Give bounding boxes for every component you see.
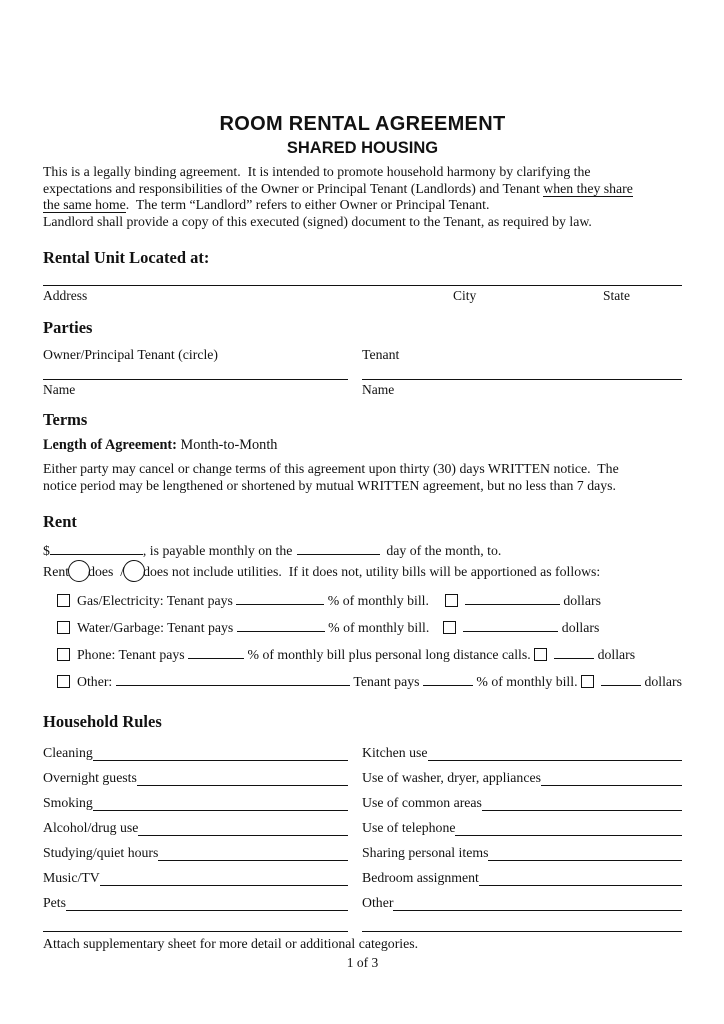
- other-utility-row: [57, 673, 682, 690]
- parties-name-lines: [43, 363, 682, 398]
- phone-label: Phone: Tenant pays: [77, 647, 189, 662]
- length-of-agreement-line: [43, 436, 682, 455]
- phone-percent-write-line[interactable]: [188, 646, 244, 659]
- water-dollars-write-line[interactable]: [463, 619, 558, 632]
- sharing-personal-items-write-line[interactable]: [488, 845, 682, 861]
- common-areas-write-line[interactable]: [482, 795, 682, 811]
- rule-row: [43, 861, 682, 886]
- intro-paragraph: [43, 164, 682, 230]
- smoking-write-line[interactable]: [93, 795, 348, 811]
- household-rules-grid: [43, 736, 682, 911]
- bedroom-assignment-write-line[interactable]: [479, 870, 682, 886]
- rule-row: [43, 886, 682, 911]
- phone-row: [57, 646, 682, 663]
- other-rule-label: Other: [362, 895, 394, 910]
- state-label: State: [603, 288, 630, 303]
- water-dollars-label: dollars: [558, 620, 600, 635]
- water-garbage-label: Water/Garbage: Tenant pays: [77, 620, 237, 635]
- other-percent-write-line[interactable]: [423, 673, 473, 686]
- page-number: 1 of 3: [346, 955, 379, 970]
- length-of-agreement-label: Length of Agreement:: [43, 437, 177, 453]
- gas-electricity-label: Gas/Electricity: Tenant pays: [77, 593, 237, 608]
- terms-line-1: Either party may cancel or change terms of this agreement upon thirty (30) days WRITTEN notice. The: [43, 461, 619, 476]
- rule-row: [43, 836, 682, 861]
- phone-dollars-write-line[interactable]: [554, 646, 594, 659]
- phone-checkbox[interactable]: [57, 648, 70, 661]
- tenant-name-write-line[interactable]: [362, 379, 682, 380]
- extra-blank-row: [43, 931, 682, 932]
- common-areas-label: Use of common areas: [362, 795, 482, 810]
- intro-underlined-phrase-1: when they share: [543, 180, 633, 196]
- rental-unit-heading: Rental Unit Located at:: [43, 248, 210, 267]
- pets-write-line[interactable]: [66, 895, 348, 911]
- other-dollars-checkbox[interactable]: [581, 675, 594, 688]
- does-option-label: does /: [88, 564, 125, 579]
- kitchen-use-write-line[interactable]: [428, 745, 682, 761]
- kitchen-use-label: Kitchen use: [362, 745, 428, 760]
- pets-label: Pets: [43, 895, 66, 910]
- other-utility-checkbox[interactable]: [57, 675, 70, 688]
- rent-line-period: .: [497, 543, 502, 558]
- address-label: Address: [43, 288, 88, 303]
- length-of-agreement-value: Month-to-Month: [180, 437, 278, 453]
- terms-body: [43, 461, 682, 494]
- gas-dollars-write-line[interactable]: [465, 592, 560, 605]
- tenant-name-label: Name: [362, 382, 395, 397]
- dollar-sign-label: $: [43, 543, 50, 558]
- other-dollars-write-line[interactable]: [601, 673, 641, 686]
- alcohol-drug-label: Alcohol/drug use: [43, 820, 139, 835]
- rent-amount-row: [43, 542, 682, 559]
- overnight-guests-write-line[interactable]: [137, 770, 348, 786]
- phone-percent-suffix: % of monthly bill plus personal long distance calls.: [244, 647, 535, 662]
- telephone-label: Use of telephone: [362, 820, 456, 835]
- circle-option-does[interactable]: [68, 560, 90, 582]
- household-rules-heading: Household Rules: [43, 712, 162, 731]
- extra-right-write-line[interactable]: [362, 931, 682, 932]
- rule-row: [43, 761, 682, 786]
- other-utility-write-line[interactable]: [116, 673, 350, 686]
- water-percent-write-line[interactable]: [237, 619, 325, 632]
- bedroom-assignment-label: Bedroom assignment: [362, 870, 479, 885]
- rent-payable-text: , is payable monthly on the: [142, 543, 293, 558]
- address-labels-row: [43, 286, 682, 304]
- parties-labels-row: [43, 346, 682, 363]
- water-percent-suffix: % of monthly bill.: [324, 620, 430, 635]
- rent-day-write-line[interactable]: [297, 542, 380, 555]
- sharing-personal-items-label: Sharing personal items: [362, 845, 489, 860]
- water-garbage-checkbox[interactable]: [57, 621, 70, 634]
- cleaning-label: Cleaning: [43, 745, 93, 760]
- intro-line-3: . The term “Landlord” refers to either Owner or Principal Tenant.: [125, 197, 490, 212]
- other-utility-label: Other:: [77, 674, 116, 689]
- studying-quiet-hours-label: Studying/quiet hours: [43, 845, 159, 860]
- overnight-guests-label: Overnight guests: [43, 770, 137, 785]
- gas-dollars-checkbox[interactable]: [445, 594, 458, 607]
- terms-heading: Terms: [43, 410, 88, 429]
- terms-line-2: notice period may be lengthened or shortened by mutual WRITTEN agreement, but no less than 7 days.: [43, 477, 616, 493]
- rent-heading: Rent: [43, 512, 77, 531]
- other-percent-suffix: % of monthly bill.: [472, 674, 581, 689]
- page-title: ROOM RENTAL AGREEMENT: [219, 113, 506, 135]
- phone-dollars-label: dollars: [594, 647, 636, 662]
- rule-row: [43, 811, 682, 836]
- rent-word-label: Rent: [43, 564, 70, 579]
- attach-note: Attach supplementary sheet for more detail or additional categories.: [43, 936, 419, 951]
- intro-underlined-phrase-2: the same home: [43, 197, 126, 212]
- intro-line-4: Landlord shall provide a copy of this executed (signed) document to the Tenant, as required by law.: [43, 213, 592, 229]
- washer-dryer-label: Use of washer, dryer, appliances: [362, 770, 541, 785]
- telephone-write-line[interactable]: [455, 820, 682, 836]
- rent-amount-write-line[interactable]: [50, 542, 143, 555]
- city-label: City: [453, 288, 477, 303]
- other-dollars-label: dollars: [641, 674, 682, 689]
- water-garbage-row: [57, 619, 682, 636]
- rent-day-text: day of the month, to: [386, 543, 498, 558]
- rule-row: [43, 736, 682, 761]
- rent-utilities-row: [43, 560, 682, 582]
- extra-left-write-line[interactable]: [43, 931, 348, 932]
- tenant-label: Tenant: [362, 347, 400, 362]
- rule-row: [43, 786, 682, 811]
- owner-principal-tenant-label: Owner/Principal Tenant (circle): [43, 347, 219, 362]
- gas-percent-suffix: % of monthly bill.: [324, 593, 429, 608]
- circle-option-does-not[interactable]: [123, 560, 145, 582]
- page-subtitle: SHARED HOUSING: [286, 139, 439, 157]
- does-not-option-label: does not include utilities. If it does not, utility bills will be apportioned as follows:: [143, 564, 601, 579]
- intro-line-2: expectations and responsibilities of the Owner or Principal Tenant (Landlords) and Tenant: [43, 180, 544, 196]
- intro-line-1: This is a legally binding agreement. It is intended to promote household harmony by clarifying the: [43, 164, 591, 179]
- alcohol-drug-write-line[interactable]: [138, 820, 348, 836]
- owner-name-write-line[interactable]: [43, 379, 348, 380]
- gas-electricity-row: [57, 592, 682, 609]
- gas-dollars-label: dollars: [559, 593, 601, 608]
- owner-name-label: Name: [43, 382, 76, 397]
- smoking-label: Smoking: [43, 795, 93, 810]
- parties-heading: Parties: [43, 318, 93, 337]
- gas-electricity-checkbox[interactable]: [57, 594, 70, 607]
- cleaning-write-line[interactable]: [93, 745, 348, 761]
- gas-percent-write-line[interactable]: [236, 592, 324, 605]
- phone-dollars-checkbox[interactable]: [534, 648, 547, 661]
- other-rule-write-line[interactable]: [393, 895, 682, 911]
- washer-dryer-write-line[interactable]: [541, 770, 682, 786]
- water-dollars-checkbox[interactable]: [443, 621, 456, 634]
- other-tenant-pays-label: Tenant pays: [350, 674, 423, 689]
- music-tv-label: Music/TV: [43, 870, 100, 885]
- studying-quiet-hours-write-line[interactable]: [158, 845, 348, 861]
- music-tv-write-line[interactable]: [100, 870, 348, 886]
